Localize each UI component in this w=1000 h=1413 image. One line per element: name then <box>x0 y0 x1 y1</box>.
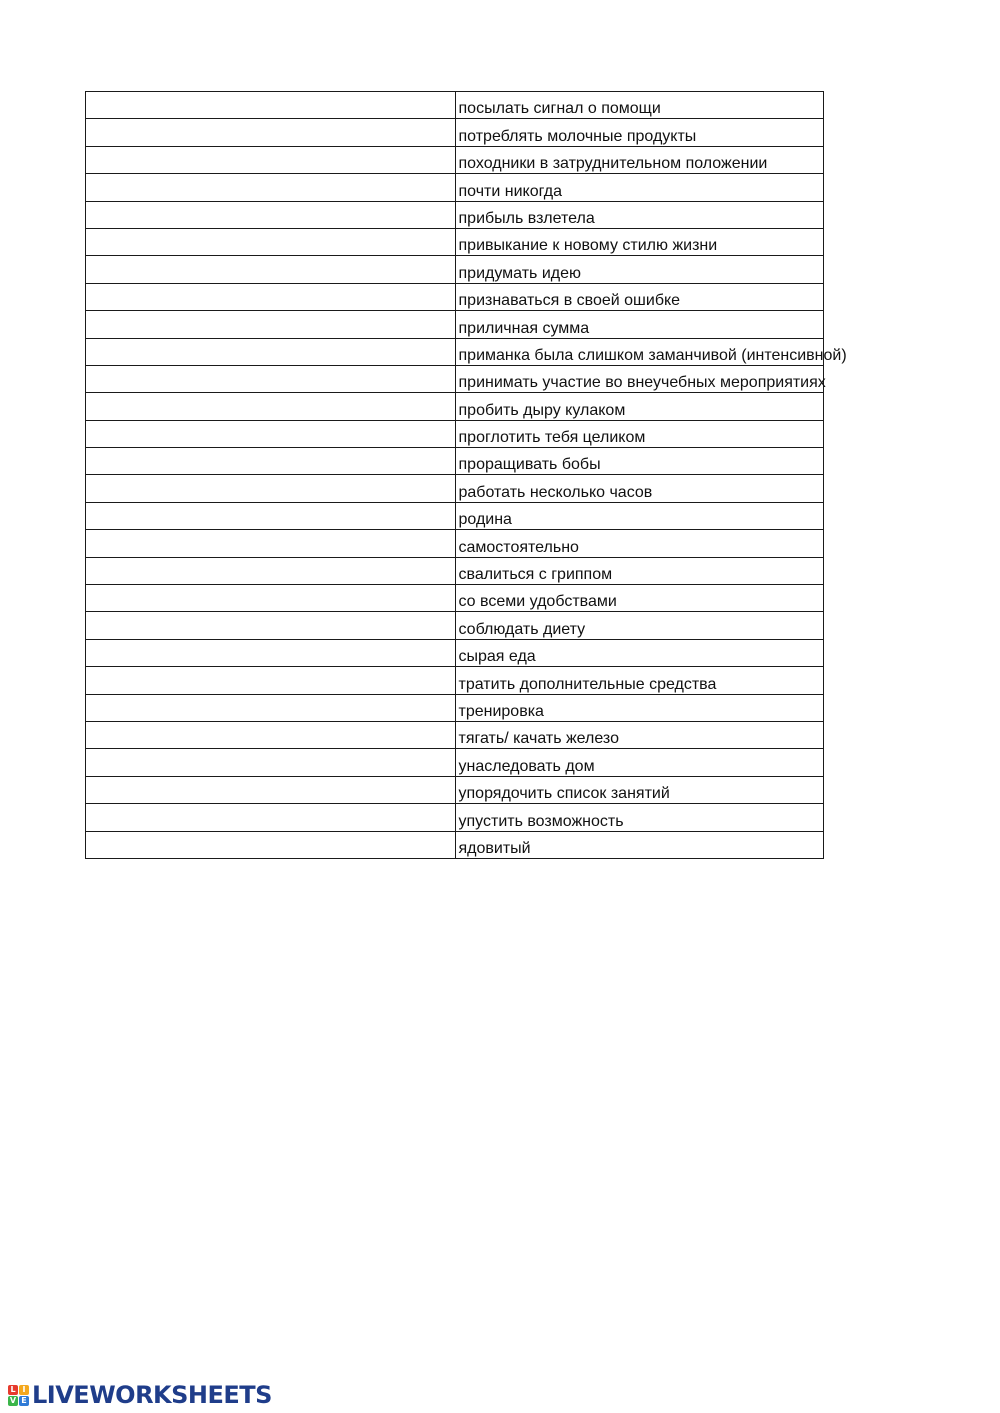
answer-input[interactable] <box>86 558 455 584</box>
answer-cell[interactable] <box>86 420 456 447</box>
phrase-text: походники в затруднительном положении <box>458 155 768 173</box>
phrase-text: посылать сигнал о помощи <box>458 100 661 118</box>
answer-input[interactable] <box>86 366 455 392</box>
answer-input[interactable] <box>86 448 455 474</box>
table-row <box>86 420 824 447</box>
table-row <box>86 530 824 557</box>
phrase-cell <box>455 92 824 119</box>
phrase-text: работать несколько часов <box>458 483 653 501</box>
phrase-text: самостоятельно <box>458 538 579 556</box>
answer-cell[interactable] <box>86 393 456 420</box>
table-row <box>86 365 824 392</box>
answer-cell[interactable] <box>86 201 456 228</box>
answer-input[interactable] <box>86 202 455 228</box>
answer-input[interactable] <box>86 421 455 447</box>
answer-input[interactable] <box>86 92 455 118</box>
answer-cell[interactable] <box>86 283 456 310</box>
answer-cell[interactable] <box>86 92 456 119</box>
table-row <box>86 448 824 475</box>
phrase-cell <box>455 557 824 584</box>
answer-cell[interactable] <box>86 694 456 721</box>
answer-cell[interactable] <box>86 146 456 173</box>
table-row <box>86 228 824 255</box>
table-row <box>86 776 824 803</box>
phrase-text: приличная сумма <box>458 319 590 337</box>
logo-letter-v: V <box>9 1395 17 1405</box>
phrase-cell <box>455 639 824 666</box>
phrase-cell <box>455 256 824 283</box>
phrase-text: тягать/ качать железо <box>458 730 619 748</box>
answer-input[interactable] <box>86 476 455 502</box>
answer-cell[interactable] <box>86 228 456 255</box>
answer-cell[interactable] <box>86 448 456 475</box>
answer-input[interactable] <box>86 832 455 858</box>
table-row <box>86 256 824 283</box>
answer-cell[interactable] <box>86 639 456 666</box>
table-row <box>86 146 824 173</box>
answer-input[interactable] <box>86 805 455 831</box>
phrase-cell <box>455 448 824 475</box>
phrase-text: соблюдать диету <box>458 620 586 638</box>
phrase-text: принимать участие во внеучебных мероприятиях <box>458 374 826 392</box>
answer-input[interactable] <box>86 312 455 338</box>
phrase-cell <box>455 311 824 338</box>
phrase-text: прибыль взлетела <box>458 209 595 227</box>
answer-cell[interactable] <box>86 475 456 502</box>
phrase-cell <box>455 393 824 420</box>
phrase-cell <box>455 694 824 721</box>
phrase-cell <box>455 749 824 776</box>
table-row <box>86 475 824 502</box>
answer-input[interactable] <box>86 777 455 803</box>
answer-input[interactable] <box>86 640 455 666</box>
answer-input[interactable] <box>86 585 455 611</box>
answer-cell[interactable] <box>86 256 456 283</box>
table-row <box>86 502 824 529</box>
table-row <box>86 283 824 310</box>
phrase-cell <box>455 283 824 310</box>
phrase-text: пробить дыру кулаком <box>458 401 626 419</box>
phrase-text: тренировка <box>458 702 544 720</box>
liveworksheets-logo <box>8 1380 272 1410</box>
phrase-text: потреблять молочные продукты <box>458 127 697 145</box>
phrase-text: ядовитый <box>458 839 531 857</box>
table-row <box>86 804 824 831</box>
answer-input[interactable] <box>86 503 455 529</box>
answer-cell[interactable] <box>86 749 456 776</box>
phrase-cell <box>455 146 824 173</box>
answer-cell[interactable] <box>86 174 456 201</box>
phrase-cell <box>455 721 824 748</box>
logo-letter-i: I <box>19 1385 29 1395</box>
answer-cell[interactable] <box>86 557 456 584</box>
answer-input[interactable] <box>86 394 455 420</box>
phrase-cell <box>455 776 824 803</box>
answer-cell[interactable] <box>86 721 456 748</box>
phrase-cell <box>455 420 824 447</box>
phrase-cell <box>455 612 824 639</box>
answer-input[interactable] <box>86 668 455 694</box>
answer-input[interactable] <box>86 722 455 748</box>
answer-cell[interactable] <box>86 804 456 831</box>
table-row <box>86 749 824 776</box>
phrase-text: проглотить тебя целиком <box>458 429 646 447</box>
phrase-text: родина <box>458 511 512 529</box>
table-row <box>86 393 824 420</box>
table-row <box>86 92 824 119</box>
phrase-text: привыкание к новому стилю жизни <box>458 237 718 255</box>
answer-input[interactable] <box>86 284 455 310</box>
phrase-text: приманка была слишком заманчивой (интенсивной) <box>458 346 847 364</box>
answer-cell[interactable] <box>86 502 456 529</box>
phrase-cell <box>455 475 824 502</box>
phrase-cell <box>455 119 824 146</box>
answer-cell[interactable] <box>86 530 456 557</box>
phrase-cell <box>455 228 824 255</box>
table-row <box>86 585 824 612</box>
answer-input[interactable] <box>86 750 455 776</box>
phrase-cell <box>455 174 824 201</box>
answer-cell[interactable] <box>86 831 456 858</box>
table-row <box>86 119 824 146</box>
phrase-text: сырая еда <box>458 648 536 666</box>
table-row <box>86 721 824 748</box>
phrase-text: почти никогда <box>458 182 562 200</box>
answer-input[interactable] <box>86 147 455 173</box>
phrase-cell <box>455 502 824 529</box>
table-row <box>86 311 824 338</box>
answer-input[interactable] <box>86 695 455 721</box>
answer-cell[interactable] <box>86 119 456 146</box>
phrase-text: тратить дополнительные средства <box>458 675 717 693</box>
table-row <box>86 174 824 201</box>
answer-cell[interactable] <box>86 667 456 694</box>
phrase-text: унаследовать дом <box>458 757 595 775</box>
table-row <box>86 667 824 694</box>
phrase-cell <box>455 831 824 858</box>
phrase-cell <box>455 585 824 612</box>
logo-letter-l: L <box>8 1385 18 1395</box>
phrase-text: свалиться с гриппом <box>458 566 613 584</box>
answer-input[interactable] <box>86 257 455 283</box>
logo-mark-icon <box>8 1385 29 1406</box>
phrase-cell <box>455 667 824 694</box>
phrase-cell <box>455 365 824 392</box>
answer-input[interactable] <box>86 175 455 201</box>
table-row <box>86 639 824 666</box>
answer-cell[interactable] <box>86 365 456 392</box>
vocabulary-table <box>85 91 847 859</box>
answer-cell[interactable] <box>86 338 456 365</box>
logo-letter-e: E <box>19 1396 29 1406</box>
answer-input[interactable] <box>86 120 455 146</box>
table-row <box>86 831 824 858</box>
answer-input[interactable] <box>86 613 455 639</box>
answer-cell[interactable] <box>86 612 456 639</box>
table-row <box>86 694 824 721</box>
answer-cell[interactable] <box>86 585 456 612</box>
phrase-cell <box>455 530 824 557</box>
phrase-text: упустить возможность <box>458 812 624 830</box>
answer-input[interactable] <box>86 531 455 557</box>
logo-text: LIVEWORKSHEETS <box>32 1381 272 1409</box>
answer-cell[interactable] <box>86 311 456 338</box>
phrase-cell <box>455 804 824 831</box>
answer-input[interactable] <box>86 229 455 255</box>
table-row <box>86 338 824 365</box>
phrase-cell <box>455 201 824 228</box>
answer-cell[interactable] <box>86 776 456 803</box>
table-row <box>86 557 824 584</box>
table-row <box>86 612 824 639</box>
phrase-text: признаваться в своей ошибке <box>458 292 681 310</box>
phrase-text: со всеми удобствами <box>458 593 617 611</box>
answer-input[interactable] <box>86 339 455 365</box>
table-row <box>86 201 824 228</box>
phrase-cell <box>455 338 847 365</box>
phrase-text: упорядочить список занятий <box>458 785 670 803</box>
phrase-text: проращивать бобы <box>458 456 601 474</box>
phrase-text: придумать идею <box>458 264 581 282</box>
